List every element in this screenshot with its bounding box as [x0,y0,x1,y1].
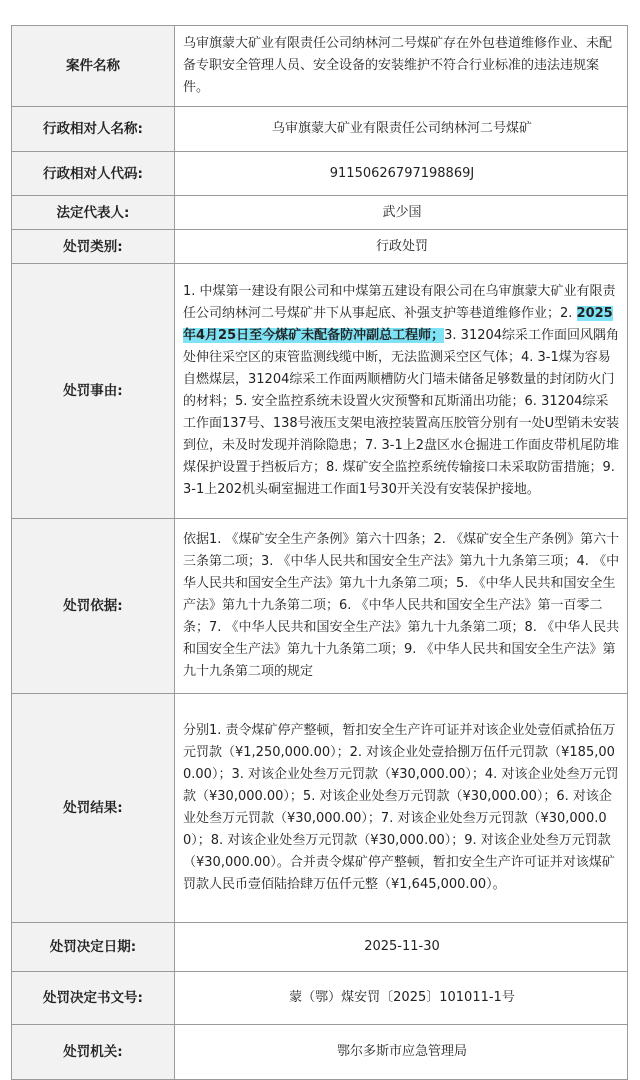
doc-number-label: 处罚决定书文号: [12,972,175,1025]
legal-rep-value: 武少国 [175,196,628,230]
authority-label: 处罚机关: [12,1025,175,1080]
party-name-value: 乌审旗蒙大矿业有限责任公司纳林河二号煤矿 [175,107,628,152]
doc-number-value: 蒙（鄂）煤安罚〔2025〕101011-1号 [175,972,628,1025]
row-authority [12,1025,628,1080]
decision-date-label: 处罚决定日期: [12,923,175,972]
result-label: 处罚结果: [12,694,175,923]
row-legal-rep [12,196,628,230]
reason-highlight: 2025年4月25日至今煤矿未配备防冲副总工程师； [183,306,613,343]
row-reason [12,264,628,519]
case-name-label: 案件名称 [12,26,175,107]
basis-label: 处罚依据: [12,519,175,694]
reason-text-part1: 1. 中煤第一建设有限公司和中煤第五建设有限公司在乌审旗蒙大矿业有限责任公司纳林河二号煤矿井下从事起底、补强支护等巷道维修作业；2. [183,284,616,321]
row-doc-number [12,972,628,1025]
basis-value: 依据1. 《煤矿安全生产条例》第六十四条；2. 《煤矿安全生产条例》第六十三条第二项；3. 《中华人民共和国安全生产法》第九十九条第三项；4. 《中华人民共和国安全生产法》第九十九条第二项；5. 《中华人民共和国安全生产法》第九十九条第二项；6. 《中华人民共和国安全生产法》第一百零二条；7. 《中华人民共和国安全生产法》第九十九条第二项；8. 《中华人民共和国安全生产法》第九十九条第二项；9. 《中华人民共和国安全生产法》第九十九条第二项的规定 [175,519,628,694]
reason-text-part2: 3. 31204综采工作面回风隅角处伸往采空区的束管监测线缆中断，无法监测采空区气体；4. 3-1煤为容易自燃煤层，31204综采工作面两顺槽防火门墙未储备足够数量的封闭防火门的材料；5. 安全监控系统未设置火灾预警和瓦斯涌出功能；6. 31204综采工作面137号、138号液压支架电液控装置高压胶管分别有一处U型销未安装到位，未及时发现并消除隐患；7. 3-1上2盘区水仓掘进工作面皮带机尾防堆煤保护设置于挡板后方；8. 煤矿安全监控系统传输接口未采取防雷措施；9. 3-1上202机头硐室掘进工作面1号30开关没有安装保护接地。 [183,328,620,497]
row-penalty-type [12,230,628,264]
row-basis [12,519,628,694]
row-case-name [12,26,628,107]
row-party-code [12,152,628,196]
reason-label: 处罚事由: [12,264,175,519]
row-party-name [12,107,628,152]
row-result [12,694,628,923]
row-decision-date [12,923,628,972]
decision-date-value: 2025-11-30 [175,923,628,972]
authority-value: 鄂尔多斯市应急管理局 [175,1025,628,1080]
reason-value [175,264,628,519]
party-name-label: 行政相对人名称: [12,107,175,152]
legal-rep-label: 法定代表人: [12,196,175,230]
penalty-type-value: 行政处罚 [175,230,628,264]
result-value: 分别1. 责令煤矿停产整顿，暂扣安全生产许可证并对该企业处壹佰贰拾伍万元罚款（¥1,250,000.00）；2. 对该企业处壹拾捌万伍仟元罚款（¥185,000.00）；3. 对该企业处叁万元罚款（¥30,000.00）；4. 对该企业处叁万元罚款（¥30,000.00）；5. 对该企业处叁万元罚款（¥30,000.00）；6. 对该企业处叁万元罚款（¥30,000.00）；7. 对该企业处叁万元罚款（¥30,000.00）；8. 对该企业处叁万元罚款（¥30,000.00）；9. 对该企业处叁万元罚款（¥30,000.00）。合并责令煤矿停产整顿，暂扣安全生产许可证并对该煤矿罚款人民币壹佰陆拾肆万伍仟元整（¥1,645,000.00）。 [175,694,628,923]
penalty-info-table [11,25,628,1080]
party-code-label: 行政相对人代码: [12,152,175,196]
penalty-type-label: 处罚类别: [12,230,175,264]
case-name-value: 乌审旗蒙大矿业有限责任公司纳林河二号煤矿存在外包巷道维修作业、未配备专职安全管理人员、安全设备的安装维护不符合行业标准的违法违规案件。 [175,26,628,107]
party-code-value: 91150626797198869J [175,152,628,196]
